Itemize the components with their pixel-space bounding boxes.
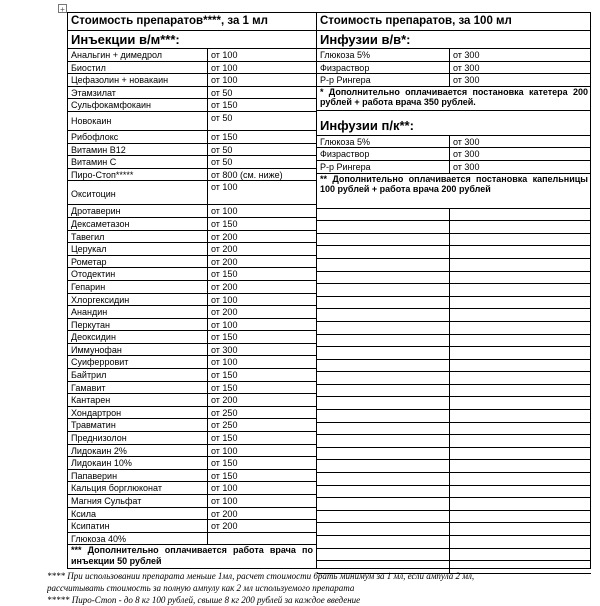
empty-cell	[450, 410, 591, 422]
empty-cell	[450, 209, 591, 221]
empty-rows	[317, 209, 591, 574]
empty-cell	[317, 435, 450, 447]
drug-name: Р-р Рингера	[317, 161, 450, 173]
empty-cell	[317, 423, 450, 435]
table-row	[68, 482, 316, 495]
drug-name: Гамавит	[68, 382, 208, 394]
empty-cell	[317, 511, 450, 523]
table-row	[317, 148, 591, 161]
empty-cell	[317, 536, 450, 548]
empty-cell	[450, 246, 591, 258]
table-row	[68, 205, 316, 218]
table-row	[68, 87, 316, 100]
footnote-2: рассчитывать стоимость за полную ампулу как 2 мл используемого препарата	[47, 583, 355, 593]
drug-price: от 150	[211, 470, 238, 481]
table-row	[68, 319, 316, 332]
empty-cell	[317, 372, 450, 384]
drug-name: Глюкоза 40%	[68, 533, 208, 545]
table-row	[68, 218, 316, 231]
table-row	[68, 419, 316, 432]
empty-cell	[450, 385, 591, 397]
table-row	[317, 74, 591, 87]
drug-name: Окситоцин	[68, 181, 208, 204]
drug-name: Цефазолин + новакаин	[68, 74, 208, 86]
table-row	[68, 112, 316, 131]
empty-cell	[450, 511, 591, 523]
empty-cell	[450, 221, 591, 233]
empty-table-row	[317, 259, 591, 272]
empty-table-row	[317, 284, 591, 297]
drug-name: Суиферровит	[68, 356, 208, 368]
table-row	[68, 369, 316, 382]
drug-price: от 100	[211, 357, 238, 368]
drug-price: от 150	[211, 131, 238, 142]
table-row	[68, 156, 316, 169]
drug-name: Ксила	[68, 508, 208, 520]
table-move-handle-icon[interactable]: +	[58, 4, 67, 13]
drug-price: от 200	[211, 244, 238, 255]
drug-price	[208, 533, 316, 545]
price-table	[67, 12, 591, 569]
empty-cell	[450, 234, 591, 246]
empty-cell	[450, 460, 591, 472]
empty-table-row	[317, 523, 591, 536]
drug-price: от 150	[211, 382, 238, 393]
drug-name: Физраствор	[317, 62, 450, 74]
drug-price: от 100	[211, 445, 238, 456]
drug-price: от 50	[211, 87, 233, 98]
right-header: Стоимость препаратов, за 100 мл	[317, 13, 591, 31]
empty-cell	[450, 284, 591, 296]
drug-name: Этамзилат	[68, 87, 208, 99]
drug-price: от 100	[211, 294, 238, 305]
empty-cell	[317, 234, 450, 246]
sc-infusions-note: ** Дополнительно оплачивается постановка капельницы 100 рублей + работа врача 200 рублей	[317, 174, 591, 209]
empty-table-row	[317, 473, 591, 486]
empty-cell	[317, 360, 450, 372]
drug-price: от 200	[211, 256, 238, 267]
table-row	[68, 520, 316, 533]
table-row	[68, 99, 316, 112]
drug-price: от 300	[453, 149, 480, 160]
drug-price: от 200	[211, 307, 238, 318]
drug-price: от 150	[211, 433, 238, 444]
empty-cell	[450, 435, 591, 447]
table-row	[68, 243, 316, 256]
footnote-3: ***** Пиро-Стоп - до 8 кг 100 рублей, свыше 8 кг 200 рублей за каждое введение	[47, 595, 361, 605]
empty-table-row	[317, 410, 591, 423]
table-row	[68, 457, 316, 470]
empty-cell	[317, 284, 450, 296]
drug-price: от 100	[211, 182, 238, 193]
table-row	[317, 136, 591, 149]
drug-name: Дротаверин	[68, 205, 208, 217]
sc-infusions-list	[317, 136, 591, 174]
im-injections-note: *** Дополнительно оплачивается работа врача по инъекции 50 рублей	[68, 545, 316, 569]
empty-cell	[317, 549, 450, 561]
empty-cell	[317, 473, 450, 485]
drug-name: Рометар	[68, 256, 208, 268]
empty-table-row	[317, 221, 591, 234]
empty-cell	[317, 309, 450, 321]
drug-price: от 150	[211, 269, 238, 280]
drug-name: Дексаметазон	[68, 218, 208, 230]
drug-price: от 150	[211, 100, 238, 111]
drug-price: от 150	[211, 218, 238, 229]
empty-table-row	[317, 297, 591, 310]
empty-cell	[450, 423, 591, 435]
empty-cell	[450, 448, 591, 460]
empty-table-row	[317, 360, 591, 373]
empty-table-row	[317, 335, 591, 348]
table-row	[68, 331, 316, 344]
drug-price: от 50	[211, 157, 233, 168]
empty-table-row	[317, 435, 591, 448]
empty-cell	[450, 347, 591, 359]
iv-infusions-note: * Дополнительно оплачивается постановка катетера 200 рублей + работа врача 350 рублей.	[317, 87, 591, 111]
empty-cell	[450, 322, 591, 334]
drug-price: от 150	[211, 458, 238, 469]
empty-cell	[317, 498, 450, 510]
drug-name: Рибофлокс	[68, 131, 208, 143]
table-row	[68, 256, 316, 269]
table-row	[68, 231, 316, 244]
im-injections-list	[68, 49, 316, 545]
drug-name: Иммунофан	[68, 344, 208, 356]
drug-name: Новокаин	[68, 112, 208, 130]
drug-name: Сульфокамфокаин	[68, 99, 208, 111]
empty-cell	[317, 297, 450, 309]
drug-price: от 100	[211, 62, 238, 73]
table-row	[68, 382, 316, 395]
empty-table-row	[317, 486, 591, 499]
empty-cell	[450, 372, 591, 384]
drug-price: от 200	[211, 281, 238, 292]
table-row	[68, 268, 316, 281]
table-row	[68, 131, 316, 144]
drug-name: Витамин С	[68, 156, 208, 168]
empty-cell	[450, 360, 591, 372]
empty-table-row	[317, 272, 591, 285]
empty-cell	[317, 272, 450, 284]
table-row	[68, 508, 316, 521]
drug-name: Церукал	[68, 243, 208, 255]
drug-name: Перкутан	[68, 319, 208, 331]
empty-table-row	[317, 209, 591, 222]
drug-price: от 50	[211, 144, 233, 155]
table-row	[68, 169, 316, 182]
drug-price: от 300	[453, 75, 480, 86]
drug-name: Хондартрон	[68, 407, 208, 419]
empty-table-row	[317, 309, 591, 322]
empty-table-row	[317, 460, 591, 473]
empty-cell	[450, 309, 591, 321]
empty-cell	[450, 536, 591, 548]
table-row	[68, 49, 316, 62]
empty-cell	[317, 385, 450, 397]
drug-price: от 100	[211, 206, 238, 217]
empty-table-row	[317, 549, 591, 562]
drug-name: Анандин	[68, 306, 208, 318]
table-row	[317, 49, 591, 62]
drug-name: Тавегил	[68, 231, 208, 243]
drug-name: Преднизолон	[68, 432, 208, 444]
empty-cell	[317, 523, 450, 535]
drug-name: Ксипатин	[68, 520, 208, 532]
table-row	[68, 470, 316, 483]
drug-name: Кантарен	[68, 394, 208, 406]
table-row	[68, 306, 316, 319]
drug-price: от 200	[211, 521, 238, 532]
empty-table-row	[317, 372, 591, 385]
sc-infusions-heading: Инфузии п/к**:	[317, 111, 591, 136]
empty-table-row	[317, 322, 591, 335]
empty-cell	[450, 498, 591, 510]
drug-price: от 300	[453, 161, 480, 172]
empty-table-row	[317, 448, 591, 461]
drug-price: от 250	[211, 407, 238, 418]
drug-price: от 100	[211, 75, 238, 86]
drug-name: Гепарин	[68, 281, 208, 293]
empty-table-row	[317, 423, 591, 436]
table-row	[68, 394, 316, 407]
drug-price: от 300	[453, 136, 480, 147]
empty-cell	[450, 335, 591, 347]
drug-name: Хлоргексидин	[68, 294, 208, 306]
table-row	[68, 281, 316, 294]
drug-price: от 150	[211, 332, 238, 343]
empty-table-row	[317, 246, 591, 259]
empty-cell	[450, 549, 591, 561]
empty-cell	[450, 272, 591, 284]
drug-price: от 100	[211, 496, 238, 506]
drug-name: Байтрил	[68, 369, 208, 381]
empty-cell	[317, 410, 450, 422]
iv-infusions-list	[317, 49, 591, 87]
empty-cell	[317, 460, 450, 472]
empty-cell	[317, 322, 450, 334]
iv-infusions-heading: Инфузии в/в*:	[317, 31, 591, 49]
table-row	[68, 181, 316, 205]
empty-cell	[317, 448, 450, 460]
drug-price: от 250	[211, 420, 238, 431]
table-row	[68, 495, 316, 508]
table-row	[317, 62, 591, 75]
drug-price: от 50	[211, 112, 233, 123]
drug-name: Физраствор	[317, 148, 450, 160]
empty-cell	[317, 347, 450, 359]
drug-name: Р-р Рингера	[317, 74, 450, 86]
table-row	[68, 445, 316, 458]
empty-cell	[450, 523, 591, 535]
drug-name: Травматин	[68, 419, 208, 431]
drug-price: от 300	[211, 344, 238, 355]
drug-name: Деоксидин	[68, 331, 208, 343]
empty-cell	[317, 397, 450, 409]
left-column	[68, 13, 316, 568]
empty-table-row	[317, 498, 591, 511]
empty-cell	[450, 486, 591, 498]
empty-cell	[317, 246, 450, 258]
drug-name: Лидокаин 2%	[68, 445, 208, 457]
empty-cell	[317, 209, 450, 221]
empty-cell	[317, 335, 450, 347]
empty-cell	[450, 259, 591, 271]
left-header: Стоимость препаратов****, за 1 мл	[68, 13, 316, 31]
table-row	[68, 62, 316, 75]
empty-cell	[317, 259, 450, 271]
empty-table-row	[317, 385, 591, 398]
empty-table-row	[317, 536, 591, 549]
table-row	[68, 356, 316, 369]
empty-cell	[317, 221, 450, 233]
drug-price: от 300	[453, 50, 480, 60]
footnote-1: **** При использовании препарата меньше 1мл, расчет стоимости брать минимум за 1 мл, если ампула 2 мл,	[47, 571, 475, 581]
drug-name: Биостил	[68, 62, 208, 74]
empty-table-row	[317, 234, 591, 247]
im-injections-heading: Инъекции в/м***:	[68, 31, 316, 49]
drug-price: от 100	[211, 50, 238, 60]
drug-price: от 200	[211, 508, 238, 519]
drug-name: Пиро-Стоп*****	[68, 169, 208, 181]
drug-name: Папаверин	[68, 470, 208, 482]
table-row	[317, 161, 591, 174]
drug-price: от 800 (см. ниже)	[211, 169, 283, 180]
drug-price: от 200	[211, 231, 238, 242]
table-row	[68, 74, 316, 87]
empty-table-row	[317, 347, 591, 360]
table-row	[68, 407, 316, 420]
drug-price: от 100	[211, 319, 238, 330]
drug-price: от 300	[453, 62, 480, 73]
drug-name: Анальгин + димедрол	[68, 49, 208, 61]
empty-cell	[450, 297, 591, 309]
table-row	[68, 533, 316, 546]
right-column	[317, 13, 591, 568]
drug-price: от 200	[211, 395, 238, 406]
table-row	[68, 144, 316, 157]
empty-cell	[317, 486, 450, 498]
table-row	[68, 432, 316, 445]
drug-name: Глюкоза 5%	[317, 49, 450, 61]
drug-name: Магния Сульфат	[68, 495, 208, 507]
drug-price: от 150	[211, 370, 238, 381]
drug-name: Лидокаин 10%	[68, 457, 208, 469]
drug-name: Витамин В12	[68, 144, 208, 156]
empty-table-row	[317, 511, 591, 524]
empty-table-row	[317, 397, 591, 410]
table-row	[68, 294, 316, 307]
drug-name: Отодектин	[68, 268, 208, 280]
drug-price: от 100	[211, 483, 238, 494]
table-row	[68, 344, 316, 357]
empty-cell	[450, 473, 591, 485]
drug-name: Глюкоза 5%	[317, 136, 450, 148]
drug-name: Кальция борглюконат	[68, 482, 208, 494]
empty-cell	[450, 397, 591, 409]
